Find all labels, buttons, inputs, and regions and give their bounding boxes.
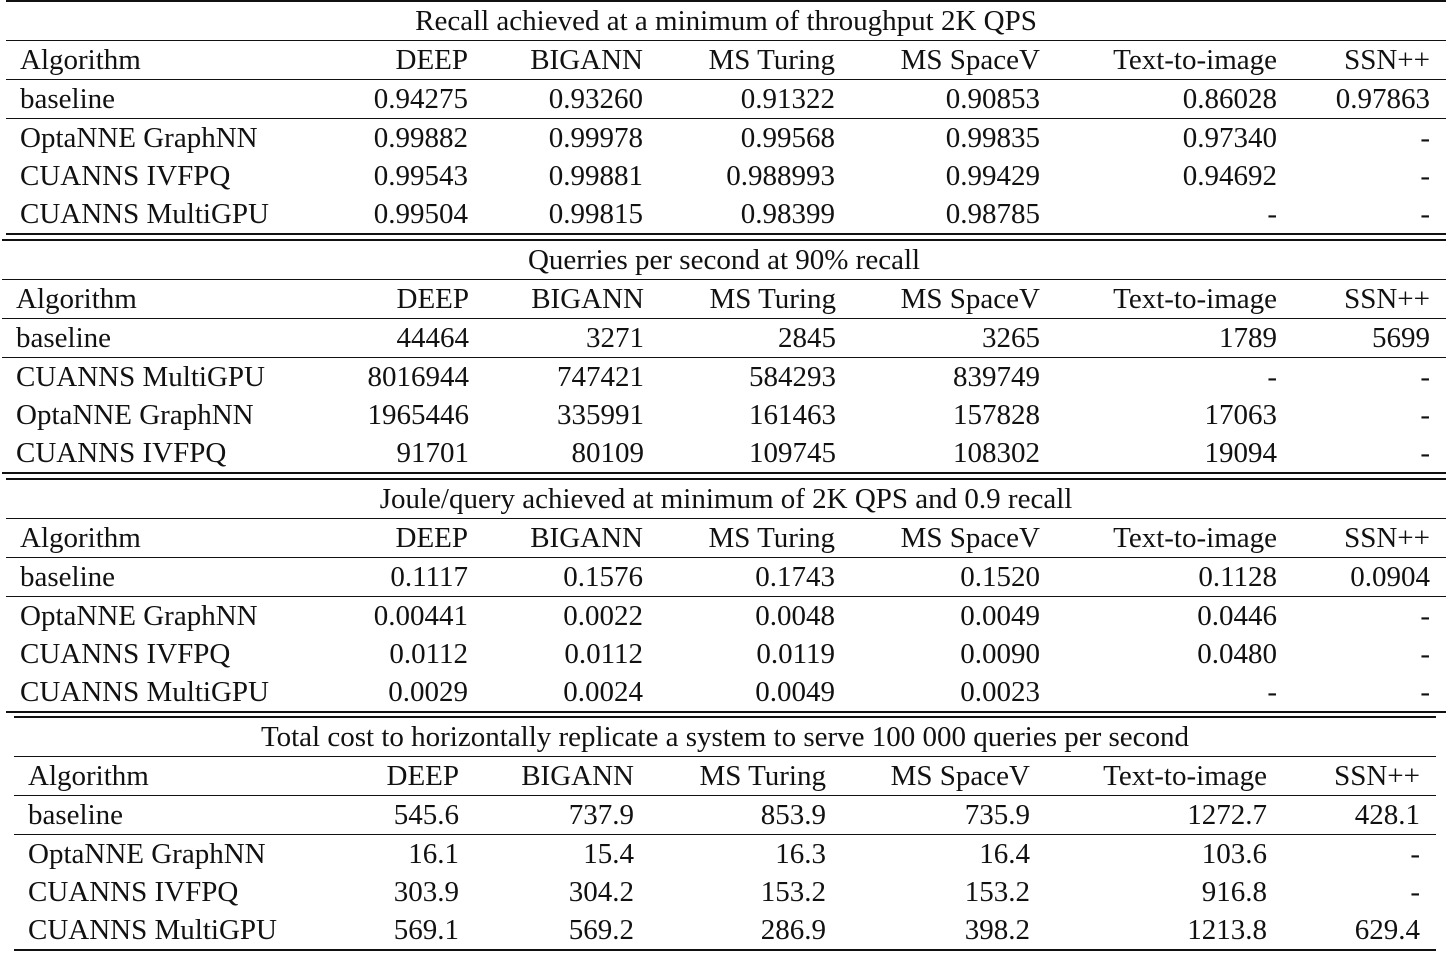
cell: 15.4 [459, 835, 634, 874]
cell: 16.4 [826, 835, 1030, 874]
table-caption: Recall achieved at a minimum of throughput 2K QPS [6, 1, 1446, 41]
baseline-row [2, 319, 1446, 358]
column-header-deep: DEEP [336, 41, 468, 80]
baseline-row [6, 80, 1446, 119]
table-row [2, 434, 1446, 473]
cell: 153.2 [760, 875, 826, 908]
row-label: OptaNNE GraphNN [16, 398, 254, 431]
cell: 0.97863 [1277, 80, 1446, 119]
column-header-bigann: BIGANN [469, 280, 644, 319]
cell: 735.9 [826, 796, 1030, 835]
cell: 1272.7 [1030, 796, 1267, 835]
table-row [6, 119, 1446, 158]
cell: - [1040, 673, 1277, 712]
header-row [2, 280, 1446, 319]
cell: - [1040, 358, 1277, 397]
column-header-ssn: SSN++ [1277, 280, 1446, 319]
cell: 0.1117 [336, 558, 468, 597]
cell: 2845 [644, 319, 836, 358]
cell: 0.0446 [1040, 597, 1277, 636]
cell: 109745 [644, 434, 836, 473]
results-table [2, 239, 1446, 474]
cell: 91701 [332, 434, 469, 473]
cell: - [1277, 434, 1446, 473]
results-table [14, 716, 1436, 951]
cell: 19094 [1040, 434, 1277, 473]
cell: - [1277, 195, 1446, 234]
cell: 1789 [1040, 319, 1277, 358]
cell: 428.1 [1267, 796, 1436, 835]
cell: 0.98399 [643, 195, 835, 234]
row-label: CUANNS MultiGPU [2, 358, 332, 397]
cell: 0.0023 [835, 673, 1040, 712]
cell: 853.9 [634, 796, 826, 835]
cell: 0.99978 [468, 119, 643, 158]
cell: 0.0119 [756, 637, 835, 670]
cell: - [1277, 358, 1446, 397]
table-qps-at-90-recall [2, 239, 1446, 474]
column-header-text-to-image: Text-to-image [1040, 280, 1277, 319]
cell: 0.99568 [643, 119, 835, 158]
cell: 5699 [1277, 319, 1446, 358]
cell: 80109 [469, 434, 644, 473]
row-label: baseline [2, 319, 332, 358]
cell: 0.1128 [1040, 558, 1277, 597]
cell: 0.99429 [945, 159, 1040, 192]
table-row [2, 396, 1446, 434]
table-row [6, 157, 1446, 195]
column-header-text-to-image: Text-to-image [1030, 757, 1267, 796]
table-caption: Joule/query achieved at minimum of 2K QPS and 0.9 recall [6, 479, 1446, 519]
column-header-text-to-image: Text-to-image [1040, 519, 1277, 558]
cell: 161463 [749, 398, 836, 431]
results-table [6, 0, 1446, 235]
table-caption: Total cost to horizontally replicate a system to serve 100 000 queries per second [14, 717, 1436, 757]
column-header-ms-turing: MS Turing [643, 519, 835, 558]
cell: 0.93260 [468, 80, 643, 119]
cell: 108302 [836, 434, 1040, 473]
cell: 335991 [557, 398, 644, 431]
column-header-ms-turing: MS Turing [644, 280, 836, 319]
cell: 0.99881 [548, 159, 643, 192]
column-header-ms-spacev: MS SpaceV [836, 280, 1040, 319]
cell: 153.2 [964, 875, 1030, 908]
header-row [6, 519, 1446, 558]
cell: - [1410, 875, 1420, 908]
cell: 0.0480 [1197, 637, 1277, 670]
cell: 629.4 [1267, 911, 1436, 950]
cell: 8016944 [332, 358, 469, 397]
cell: 0.0022 [468, 597, 643, 636]
column-header-ms-turing: MS Turing [643, 41, 835, 80]
row-label: baseline [14, 796, 334, 835]
baseline-row [6, 558, 1446, 597]
row-label: CUANNS MultiGPU [6, 195, 336, 234]
cell: 0.98785 [835, 195, 1040, 234]
column-header-bigann: BIGANN [468, 519, 643, 558]
cell: - [1420, 159, 1430, 192]
cell: 0.0112 [389, 637, 468, 670]
cell: 839749 [836, 358, 1040, 397]
cell: 0.0049 [835, 597, 1040, 636]
table-row [6, 673, 1446, 712]
cell: 584293 [644, 358, 836, 397]
baseline-row [14, 796, 1436, 835]
row-label: CUANNS IVFPQ [20, 637, 231, 670]
row-label: OptaNNE GraphNN [6, 597, 336, 636]
cell: 286.9 [634, 911, 826, 950]
cell: 1965446 [367, 398, 469, 431]
cell: 0.99882 [336, 119, 468, 158]
cell: 157828 [953, 398, 1040, 431]
table-row [14, 873, 1436, 911]
cell: 0.0029 [336, 673, 468, 712]
header-row [14, 757, 1436, 796]
cell: - [1277, 119, 1446, 158]
row-label: CUANNS MultiGPU [6, 673, 336, 712]
column-header-bigann: BIGANN [459, 757, 634, 796]
cell: 0.99543 [373, 159, 468, 192]
cell: 569.1 [334, 911, 459, 950]
row-label: OptaNNE GraphNN [14, 835, 334, 874]
cell: 0.1743 [643, 558, 835, 597]
table-row [14, 911, 1436, 950]
top-rule [6, 0, 1446, 1]
cell: - [1277, 673, 1446, 712]
cell: 0.86028 [1040, 80, 1277, 119]
column-header-ms-spacev: MS SpaceV [826, 757, 1030, 796]
cell: 0.0048 [643, 597, 835, 636]
cell: 0.1520 [835, 558, 1040, 597]
table-row [6, 597, 1446, 636]
cell: 0.94692 [1182, 159, 1277, 192]
column-header-ssn: SSN++ [1277, 519, 1446, 558]
cell: 0.0904 [1277, 558, 1446, 597]
table-replication-cost [14, 716, 1436, 951]
cell: 737.9 [459, 796, 634, 835]
cell: 103.6 [1030, 835, 1267, 874]
column-header-ssn: SSN++ [1277, 41, 1446, 80]
table-row [14, 835, 1436, 874]
cell: 3271 [469, 319, 644, 358]
row-label: CUANNS MultiGPU [14, 911, 334, 950]
cell: 747421 [469, 358, 644, 397]
column-header-deep: DEEP [334, 757, 459, 796]
column-header-bigann: BIGANN [468, 41, 643, 80]
cell: 0.91322 [643, 80, 835, 119]
cell: 44464 [332, 319, 469, 358]
row-label: baseline [6, 558, 336, 597]
cell: 0.97340 [1040, 119, 1277, 158]
cell: - [1277, 597, 1446, 636]
cell: - [1267, 835, 1436, 874]
column-header-algorithm: Algorithm [6, 519, 336, 558]
cell: 0.99504 [336, 195, 468, 234]
row-label: OptaNNE GraphNN [6, 119, 336, 158]
column-header-ssn: SSN++ [1267, 757, 1436, 796]
column-header-algorithm: Algorithm [6, 41, 336, 80]
table-joule-per-query [6, 478, 1446, 713]
cell: - [1420, 637, 1430, 670]
row-label: CUANNS IVFPQ [28, 875, 239, 908]
column-header-deep: DEEP [332, 280, 469, 319]
table-row [6, 195, 1446, 234]
column-header-algorithm: Algorithm [2, 280, 332, 319]
cell: 545.6 [334, 796, 459, 835]
cell: 16.1 [334, 835, 459, 874]
cell: 304.2 [568, 875, 634, 908]
results-table [6, 478, 1446, 713]
cell: 16.3 [634, 835, 826, 874]
column-header-ms-spacev: MS SpaceV [835, 519, 1040, 558]
cell: 1213.8 [1030, 911, 1267, 950]
cell: 0.0049 [643, 673, 835, 712]
cell: 0.1576 [468, 558, 643, 597]
cell: 0.988993 [726, 159, 835, 192]
cell: 3265 [836, 319, 1040, 358]
column-header-algorithm: Algorithm [14, 757, 334, 796]
cell: 0.00441 [336, 597, 468, 636]
table-row [2, 358, 1446, 397]
cell: 303.9 [393, 875, 459, 908]
cell: - [1420, 398, 1430, 431]
header-row [6, 41, 1446, 80]
row-label: CUANNS IVFPQ [20, 159, 231, 192]
cell: 398.2 [826, 911, 1030, 950]
cell: 0.0112 [564, 637, 643, 670]
cell: 17063 [1204, 398, 1277, 431]
table-caption: Querries per second at 90% recall [2, 240, 1446, 280]
cell: 0.99835 [835, 119, 1040, 158]
cell: 0.94275 [336, 80, 468, 119]
row-label: baseline [6, 80, 336, 119]
column-header-ms-turing: MS Turing [634, 757, 826, 796]
cell: 569.2 [459, 911, 634, 950]
column-header-text-to-image: Text-to-image [1040, 41, 1277, 80]
table-row [6, 635, 1446, 673]
cell: 0.99815 [468, 195, 643, 234]
cell: 0.0090 [960, 637, 1040, 670]
column-header-ms-spacev: MS SpaceV [835, 41, 1040, 80]
column-header-deep: DEEP [336, 519, 468, 558]
cell: - [1040, 195, 1277, 234]
row-label: CUANNS IVFPQ [2, 434, 332, 473]
cell: 0.0024 [468, 673, 643, 712]
cell: 916.8 [1201, 875, 1267, 908]
cell: 0.90853 [835, 80, 1040, 119]
table-recall-at-2k-qps [6, 0, 1446, 235]
